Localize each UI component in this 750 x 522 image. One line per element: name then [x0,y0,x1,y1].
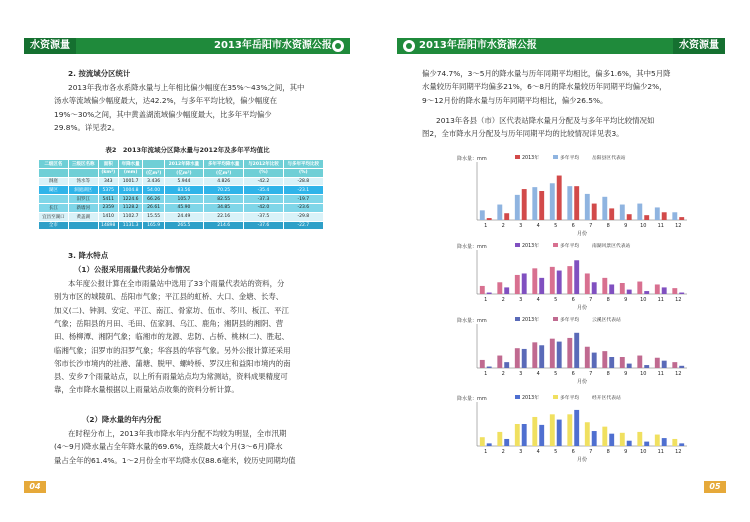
bar [539,191,544,220]
table-cell: 5411 [98,195,118,204]
legend-label: 经开区代表站 [592,396,621,401]
table-cell: 与2012年比较 [244,160,283,169]
legend-swatch [553,155,558,159]
table-cell: 1224.6 [118,195,143,204]
table-row [39,212,324,221]
bar [550,183,555,220]
left-header-tag: 水资源量 [24,38,76,54]
table-cell: (%) [283,168,323,177]
bar [679,293,684,294]
legend-label: 2013年 [522,318,540,323]
section3-title: 3. 降水特点 [68,251,109,260]
x-tick-label: 5 [554,371,558,377]
table-cell: 黄盖湖 [68,212,98,221]
bar [655,435,660,446]
chart-jingkai-district [455,392,705,464]
bar [655,207,660,220]
table-cell: 与多年平均比较 [283,160,323,169]
bar [585,347,590,368]
bar [522,349,527,368]
chart-ylabel: 降水量：mm [457,396,487,402]
x-tick-label: 3 [519,449,523,455]
x-tick-label: 9 [624,223,628,229]
table-cell: (亿m³) [164,168,203,177]
x-tick-label: 6 [571,449,575,455]
paragraph-line: 加义(二)、钟洞、安定、平江、南江、骨家坊、伍市、芩川、板江、平江 [54,305,289,315]
x-tick-label: 1 [484,371,488,377]
left-header-bar [24,38,350,54]
table-cell: 24.49 [164,212,203,221]
legend-label: 岳阳县区代表站 [592,156,626,161]
bar [602,427,607,446]
table-cell: 343 [98,177,118,186]
bar [655,358,660,368]
table-cell: -29.8 [283,212,323,221]
x-tick-label: 11 [657,223,664,229]
table-cell: -37.5 [244,212,283,221]
table-cell: -23.1 [283,186,323,195]
bar [672,288,677,294]
table-cell: 新墙河 [68,203,98,212]
bar [567,266,572,294]
bar [522,424,527,446]
paragraph-line: 邻市长沙市境内的社港、蒲塘、脱甲、螺岭桥、罗汉庄和益阳市境内的南 [54,358,291,368]
paragraph-line: 2013年各县（市）区代表站降水量月分配及与多年平均比较情况如 [436,116,655,125]
x-tick-label: 7 [589,371,593,377]
bar [557,342,562,368]
bar [532,342,537,368]
table-cell: 5375 [98,186,118,195]
bar [522,189,527,220]
table-cell: 2359 [98,203,118,212]
table-cell [39,195,69,204]
chart-ylabel: 降水量：mm [457,318,487,324]
table-row [39,195,324,204]
bar [662,438,667,446]
legend-label: 2013年 [522,244,540,249]
paragraph-line: 田、杨柳潭、湘阴气象；临湘市的龙源、忠防、占桥、桃林(二)、胜起、 [54,332,289,342]
right-page-number: 05 [704,481,726,493]
bar [620,205,625,220]
bar [655,284,660,294]
x-tick-label: 3 [519,223,523,229]
table-cell: -28.8 [283,177,323,186]
bar [515,348,520,368]
chart-xlabel: 月份 [576,457,588,463]
x-tick-label: 2 [501,371,505,377]
bar [515,424,520,446]
paragraph-line: (4～9月)降水量占全年降水量的69.6%，连续最大4个月(3～6月)降水 [54,442,283,452]
bar [539,425,544,446]
table-cell: (亿m³) [143,168,164,177]
x-tick-label: 12 [675,449,682,455]
x-tick-label: 5 [554,449,558,455]
bar [574,410,579,446]
paragraph-line: 29.8%。详见表2。 [54,122,120,132]
x-tick-label: 7 [589,297,593,303]
table-cell: 265.5 [164,221,203,230]
chart-yueyang-county [455,152,705,238]
bar [557,420,562,446]
table-cell: 汨罗江 [68,195,98,204]
bar [620,283,625,294]
bar [532,268,537,294]
table-cell: 汤水等 [68,177,98,186]
table-cell: 54.00 [143,186,164,195]
table-cell: 70.25 [204,186,244,195]
table-cell: -23.6 [283,203,323,212]
table-cell: -42.0 [244,203,283,212]
table-cell: 湖区 [39,186,69,195]
bar [557,271,562,294]
x-tick-label: 12 [675,297,682,303]
x-tick-label: 7 [589,449,593,455]
legend-swatch [515,155,520,159]
table-cell: 165.9 [143,221,164,230]
table-cell: 宜昌至湖口 [39,212,69,221]
right-page [375,0,750,522]
x-tick-label: 12 [675,223,682,229]
bar [637,432,642,446]
table-cell: 3.436 [143,177,164,186]
paragraph-line: 县、安乡7个雨量站点，以上所有雨量站点均为常测站，资料成果精度可 [54,372,288,382]
table-cell: 全市 [39,221,69,230]
table-cell: 洞庭湖区 [68,186,98,195]
bar [637,204,642,220]
x-tick-label: 4 [536,297,540,303]
table-cell: 82.55 [204,195,244,204]
table-cell: 三级区名称 [68,160,98,169]
x-tick-label: 1 [484,297,488,303]
paragraph-line: 水量较历年同期平均偏多21%，6～8月的降水量较历年同期平均偏少2%， [422,82,667,92]
bar [644,291,649,294]
subsection2-title: （2）降水量的年内分配 [82,415,162,424]
table-row [39,221,324,230]
table-cell: -19.7 [283,195,323,204]
table-cell: (亿m³) [204,168,244,177]
table-row [39,203,324,212]
table-cell: 105.7 [164,195,203,204]
bar [532,187,537,220]
bar [487,293,492,294]
table-cell: 年降水量 [118,160,143,169]
bar [585,273,590,294]
bar [567,186,572,220]
bar [662,212,667,220]
x-tick-label: 2 [501,297,505,303]
bar [550,267,555,294]
legend-swatch [515,243,520,247]
table-cell: (%) [244,168,283,177]
table-row [39,186,324,195]
paragraph-line: 19%～30%之间，其中黄盖湖流域偏少幅度最大，比多年平均偏少 [54,109,272,119]
left-page-number: 04 [24,481,46,493]
legend-swatch [553,243,558,247]
table-cell: (km²) [98,168,118,177]
table-cell: 66.26 [143,195,164,204]
x-tick-label: 2 [501,223,505,229]
bar [504,287,509,294]
bar [550,414,555,446]
x-tick-label: 2 [501,449,505,455]
x-tick-label: 12 [675,371,682,377]
x-tick-label: 10 [640,297,647,303]
table-cell: 长江 [39,203,69,212]
table-cell: -35.4 [244,186,283,195]
paragraph-line: 9～12月份的降水量与历年同期平均相比，偏少26.5%。 [422,95,608,105]
bar [637,282,642,294]
x-tick-label: 8 [606,371,610,377]
bar [497,356,502,368]
bar [539,278,544,294]
x-tick-label: 11 [657,297,664,303]
right-header-tag: 水资源量 [673,38,725,54]
x-tick-label: 11 [657,371,664,377]
bar [550,339,555,368]
x-tick-label: 3 [519,371,523,377]
x-tick-label: 9 [624,297,628,303]
bar [662,287,667,294]
precipitation-table [38,159,324,230]
x-tick-label: 6 [571,297,575,303]
bar [574,333,579,368]
bar [644,215,649,220]
bar [515,195,520,220]
table-cell: -37.3 [244,195,283,204]
paragraph-line: 气象；岳阳县的月田、毛田、伍家洞、乌江、鹿角；湘阴县的湘阴、营 [54,318,284,328]
paragraph-line: 偏少74.7%，3～5月的降水量与历年同期平均相比，偏多1.6%，其中5月降 [422,69,671,78]
legend-swatch [515,395,520,399]
bar [609,434,614,446]
table-row [39,177,324,186]
bar [662,361,667,368]
x-tick-label: 9 [624,371,628,377]
table-cell: 34.85 [204,203,244,212]
x-tick-label: 8 [606,449,610,455]
legend-label: 多年平均 [560,244,580,249]
bar [627,441,632,446]
table-cell: 4.826 [204,177,244,186]
bar [480,437,485,446]
paragraph-line: 2013年我市各水系降水量与上年相比偏少幅度在35%～43%之间，其中 [68,83,305,92]
right-header-title: 2013年岳阳市水资源公报 [419,40,537,51]
legend-label: 2013年 [522,156,540,161]
table-cell [39,168,69,177]
legend-label: 多年平均 [560,156,580,161]
bar [672,212,677,220]
x-tick-label: 1 [484,449,488,455]
bar [497,282,502,294]
x-tick-label: 10 [640,223,647,229]
x-tick-label: 10 [640,449,647,455]
table-cell: 2012年降水量 [164,160,203,169]
chart-xlabel: 月份 [576,305,588,311]
bar [627,290,632,294]
table-cell: 洞庭 [39,177,69,186]
legend-swatch [553,317,558,321]
x-tick-label: 5 [554,223,558,229]
paragraph-line: 别为市区的城陵矶、岳阳市气象；平江县的虹桥、大口、金塘、长寿、 [54,292,284,302]
bar [515,275,520,294]
bar [532,417,537,446]
paragraph-line: 靠，全市降水量根据以上雨量站点收集的资料分析计算。 [54,385,239,395]
table-cell: 83.56 [164,186,203,195]
table-cell: (mm) [118,168,143,177]
bar [620,357,625,368]
bar [504,362,509,368]
paragraph-line: 图2，全市降水月分配及与历年同期平均的比较情况详见表3。 [422,129,624,139]
section2-title: 2. 按流域分区统计 [68,69,131,78]
table-cell: 面积 [98,160,118,169]
x-tick-label: 8 [606,297,610,303]
bar [480,360,485,368]
bar [592,204,597,220]
bar [602,351,607,368]
left-header-title: 2013年岳阳市水资源公报 [214,40,332,51]
right-header-bar [397,38,725,54]
bar [609,284,614,294]
bar [585,422,590,446]
bar [487,367,492,368]
bar [592,353,597,368]
bar [627,364,632,368]
bar [539,345,544,368]
chart-xlabel: 月份 [576,231,588,237]
table-cell: 45.90 [164,203,203,212]
bar [480,286,485,294]
water-logo-icon [403,40,415,52]
bar [522,273,527,294]
bar [679,443,684,446]
bar [567,414,572,446]
chart-yunxi-district [455,314,705,386]
table-cell: 1001.7 [118,177,143,186]
legend-swatch [553,395,558,399]
bar [620,433,625,446]
paragraph-line: 汤水等流域偏少幅度最大，达42.2%，与多年平均比较，偏少幅度在 [54,96,278,106]
legend-label: 云溪区代表站 [592,318,621,323]
bar [487,218,492,220]
bar [644,365,649,368]
bar [644,442,649,446]
bar [557,176,562,220]
chart-ylabel: 降水量：mm [457,156,487,162]
legend-swatch [515,317,520,321]
table-cell: 22.16 [204,212,244,221]
table-cell: 5.944 [164,177,203,186]
table-cell: 1004.8 [118,186,143,195]
table-row [39,168,324,177]
chart-nanhu-scenic [455,240,705,312]
table-cell: 多年平均降水量 [204,160,244,169]
bar [609,208,614,220]
x-tick-label: 5 [554,297,558,303]
bar [592,282,597,294]
x-tick-label: 10 [640,371,647,377]
x-tick-label: 1 [484,223,488,229]
table-cell: 1131.3 [118,221,143,230]
x-tick-label: 7 [589,223,593,229]
legend-label: 2013年 [522,396,540,401]
table-cell: 14898 [98,221,118,230]
water-logo-icon [332,40,344,52]
bar [497,432,502,446]
bar [504,213,509,220]
table-row [39,160,324,169]
x-tick-label: 6 [571,371,575,377]
bar [602,197,607,220]
bar [504,439,509,446]
bar [609,357,614,368]
bar [592,431,597,446]
bar [574,186,579,220]
table-caption: 表2 2013年流域分区降水量与2012年及多年平均值比 [105,146,270,154]
table-cell: 214.6 [204,221,244,230]
chart-xlabel: 月份 [576,379,588,385]
table-cell [143,160,164,169]
x-tick-label: 4 [536,449,540,455]
paragraph-line: 在时程分布上，2013年我市降水年内分配不均较为明显，全市汛期 [68,429,287,438]
bar [574,260,579,294]
table-cell: -22.7 [283,221,323,230]
table-cell [68,168,98,177]
x-tick-label: 3 [519,297,523,303]
x-tick-label: 4 [536,371,540,377]
bar [567,338,572,368]
bar [637,356,642,368]
x-tick-label: 8 [606,223,610,229]
subsection1-title: （1）公报采用雨量代表站分布情况 [74,265,191,274]
table-cell: 1410 [98,212,118,221]
bar [679,366,684,368]
table-cell: 1128.2 [118,203,143,212]
bar [497,205,502,220]
legend-label: 多年平均 [560,318,580,323]
bar [585,194,590,220]
table-cell: 二级区名 [39,160,69,169]
paragraph-line: 量占全年的61.4%。1～2月份全市平均降水仅88.6毫米，较历史同期均值 [54,455,296,465]
table-cell: 15.55 [143,212,164,221]
x-tick-label: 6 [571,223,575,229]
bar [679,217,684,220]
legend-label: 南湖风景区代表站 [592,244,631,249]
bar [627,214,632,220]
table-cell: 26.61 [143,203,164,212]
x-tick-label: 9 [624,449,628,455]
table-cell: 1102.7 [118,212,143,221]
legend-label: 多年平均 [560,396,580,401]
bar [487,443,492,446]
x-tick-label: 11 [657,449,664,455]
bar [672,439,677,446]
paragraph-line: 临湘气象；汨罗市的汨罗气象；华容县的华容气象。另外公报计算还采用 [54,345,291,355]
paragraph-line: 本年度公报计算在全市雨量站中选用了33个雨量代表站的资料，分 [68,279,285,288]
table-cell [68,221,98,230]
bar [602,278,607,294]
bar [672,362,677,368]
bar [480,210,485,220]
chart-ylabel: 降水量：mm [457,244,487,250]
x-tick-label: 4 [536,223,540,229]
table-cell: -37.6 [244,221,283,230]
table-cell: -42.2 [244,177,283,186]
